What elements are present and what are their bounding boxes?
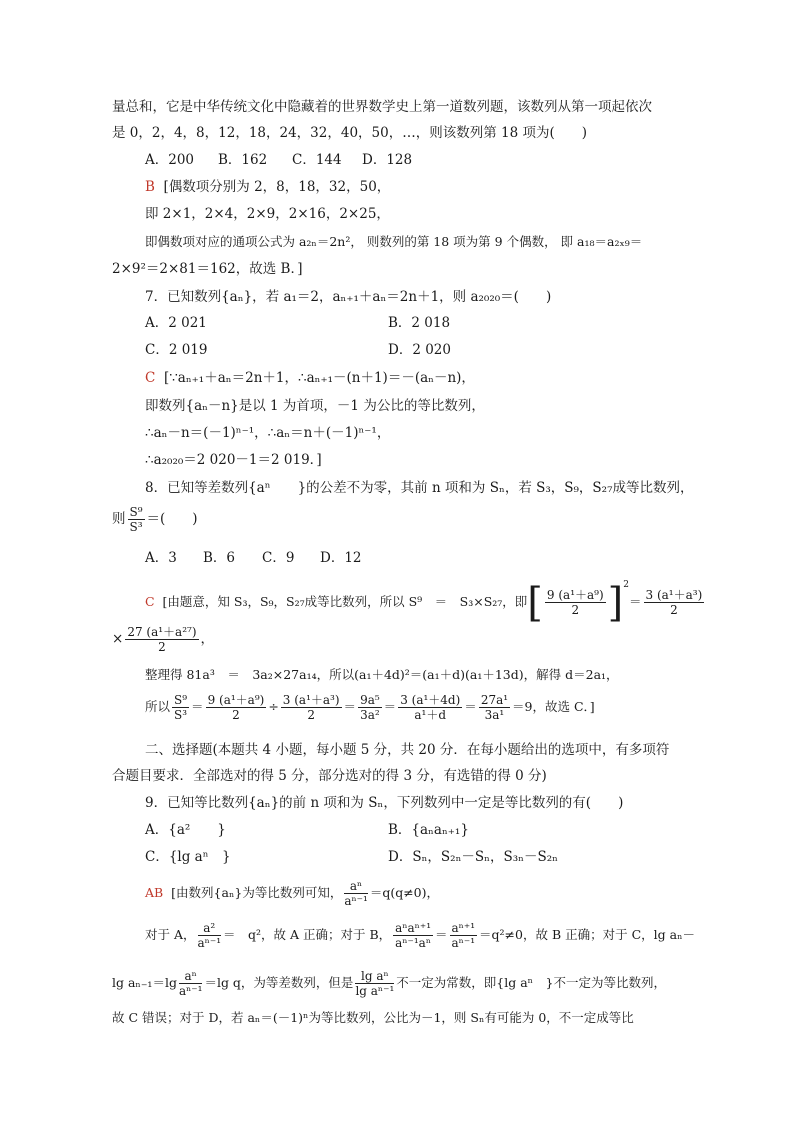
- q9-option-a: A．{a² }: [145, 822, 226, 838]
- intro-line-1: 量总和，它是中华传统文化中隐藏着的世界数学史上第一道数列题，该数列从第一项起依次: [112, 99, 652, 115]
- left-bracket: [: [527, 579, 543, 626]
- q8-sol4-frac-5: [398, 693, 462, 722]
- q8-sol4-f4-den: 3a²: [360, 708, 380, 722]
- q9-sol3-f1-den: aⁿ⁻¹: [178, 984, 203, 998]
- q8-solution-line-3: 整理得 81a³ ＝ 3a₂×27a₁₄，所以(a₁＋4d)²＝(a₁＋d)(a₁＋13d)，解得 d＝2a₁，: [145, 667, 619, 682]
- q8-sol2-post: ，: [200, 631, 215, 647]
- q8-sol1-square: 2: [623, 580, 629, 590]
- q9-sol2-c: ＝q²≠0，故 B 正确；对于 C，lg aₙ－: [479, 927, 695, 942]
- right-bracket: ]: [607, 579, 624, 626]
- q8-solution-line-1: [145, 578, 706, 626]
- q8-sol4-f2-den: 2: [232, 708, 240, 722]
- q8-sol4-frac-4: [358, 693, 382, 722]
- q8-sol4-pre: 所以: [145, 699, 171, 714]
- q9-sol2-frac-3: [450, 921, 478, 950]
- q9-stem: 9．已知等比数列{aₙ}的前 n 项和为 Sₙ，下列数列中一定是等比数列的有( ): [145, 795, 624, 811]
- q8-sol1-frac-1: [545, 588, 606, 617]
- q9-sol2-f3-num: aⁿ⁺¹: [451, 921, 476, 935]
- q8-sol4-frac-6: [479, 693, 510, 722]
- q7-sol-1: [∵aₙ₊₁＋aₙ＝2n＋1，∴aₙ₊₁－(n＋1)＝－(aₙ－n)，: [163, 370, 475, 386]
- q9-sol3-f1-num: aⁿ: [179, 969, 203, 984]
- q6-answer: B: [145, 179, 155, 195]
- q8-stem-frac-den: S³: [129, 520, 143, 534]
- q9-option-c: C．{lg aⁿ }: [145, 849, 231, 865]
- q8-option-c: C．9: [262, 550, 295, 566]
- q8-sol1-eq: ＝: [629, 594, 642, 610]
- q8-sol2-f-num: 27 (a¹＋a²⁷): [127, 625, 197, 639]
- q8-sol4-f1-den: S³: [174, 708, 188, 722]
- q9-sol1-f-den: aⁿ⁻¹: [344, 894, 368, 908]
- q8-sol2-f-den: 2: [158, 640, 166, 654]
- q8-stem-2-post: ＝( ): [146, 511, 198, 527]
- q9-sol1-f-num: aⁿ: [344, 879, 368, 894]
- q9-solution-line-4: 故 C 错误；对于 D，若 aₙ＝(－1)ⁿ为等比数列，公比为－1，则 Sₙ有可能为 0，不一定成等比: [112, 1010, 634, 1025]
- section2-line-2: 合题目要求．全部选对的得 5 分，部分选对的得 3 分，有选错的得 0 分): [112, 768, 547, 784]
- q8-sol1-f1-num: 9 (a¹＋a⁹): [546, 588, 604, 603]
- q7-option-d: D．2 020: [388, 342, 451, 358]
- q9-sol3-a: lg aₙ₋₁＝lg: [112, 975, 177, 990]
- q8-sol2-frac: [125, 625, 198, 654]
- q7-solution-line-4: ∴a₂₀₂₀＝2 020－1＝2 019．]: [145, 452, 322, 468]
- q6-solution-line-4: 2×9²＝2×81＝162，故选 B．]: [112, 261, 303, 277]
- q8-option-d: D．12: [320, 550, 362, 566]
- q9-sol2-f2-num: aⁿaⁿ⁺¹: [395, 921, 432, 935]
- q8-sol1-f2-num: 3 (a¹＋a³): [645, 588, 703, 603]
- q8-stem-2: [112, 504, 198, 534]
- q8-sol4-frac-1: [172, 693, 189, 722]
- q9-sol2-frac-1: [198, 921, 222, 950]
- q7-stem: 7．已知数列{aₙ}，若 a₁＝2，aₙ₊₁＋aₙ＝2n＋1，则 a₂₀₂₀＝( ): [145, 289, 552, 305]
- q9-solution-line-1: [145, 876, 439, 910]
- q9-sol3-frac-1: [179, 969, 203, 998]
- q9-sol1-pre: [由数列{aₙ}为等比数列可知，: [171, 885, 343, 900]
- q9-solution-line-3: [112, 966, 666, 1000]
- q6-option-c: C．144: [292, 152, 342, 168]
- q6-solution-line-2: 即 2×1，2×4，2×9，2×16，2×25，: [145, 206, 390, 222]
- q9-sol2-f1-den: aⁿ⁻¹: [197, 936, 222, 950]
- q8-sol4-f5-den: a¹＋d: [414, 708, 447, 722]
- q8-sol4-f4-num: 9a⁵: [360, 693, 380, 707]
- q7-answer: C: [145, 370, 156, 386]
- q8-sol4-f6-num: 27a¹: [480, 693, 509, 707]
- q8-stem: 8．已知等差数列{aⁿ }的公差不为零，其前 n 项和为 Sₙ，若 S₃，S₉，S₂₇成等比数列，: [145, 480, 694, 496]
- q7-option-c: C．2 019: [145, 342, 208, 358]
- q9-sol3-f2-num: lg aⁿ: [355, 969, 394, 984]
- q9-sol2-f3-den: aⁿ⁻¹: [451, 936, 476, 950]
- q8-option-a: A．3: [145, 550, 177, 566]
- q9-sol2-frac-2: [393, 921, 433, 950]
- q8-sol-1: [由题意，知 S₃，S₉，S₂₇成等比数列，所以 S⁹ ＝ S₃×S₂₇，即: [162, 594, 528, 610]
- q8-stem-fraction: [128, 505, 145, 534]
- intro-line-2: 是 0，2，4，8，12，18，24，32，40，50，…，则该数列第 18 项为( ): [112, 125, 588, 141]
- q8-sol2-pre: ×: [112, 631, 124, 647]
- q8-option-b: B．6: [203, 550, 236, 566]
- q8-sol4-frac-2: [206, 693, 267, 722]
- q8-sol4-f1-num: S⁹: [174, 693, 188, 707]
- q9-sol3-b: ＝lg q，为等差数列，但是: [204, 975, 354, 990]
- q9-sol1-post: ＝q(q≠0)，: [369, 885, 440, 900]
- q9-sol2-eq: ＝: [435, 927, 448, 942]
- q9-sol2-f2-den: aⁿ⁻¹aⁿ: [395, 936, 432, 950]
- q8-sol4-f2-num: 9 (a¹＋a⁹): [207, 693, 265, 707]
- q8-stem-2-pre: 则: [112, 511, 126, 527]
- q9-solution-line-2: [145, 918, 695, 952]
- q9-sol2-f1-num: a²: [198, 921, 222, 936]
- q8-sol4-post: ＝9，故选 C．]: [512, 699, 595, 714]
- q8-sol4-f3-num: 3 (a¹＋a³): [282, 693, 340, 707]
- q8-sol1-f2-den: 2: [670, 603, 678, 618]
- q6-solution-line-1: [145, 176, 390, 198]
- section2-line-1: 二、选择题(本题共 4 小题，每小题 5 分，共 20 分．在每小题给出的选项中，有多项符: [145, 742, 670, 758]
- q8-answer: C: [145, 594, 155, 610]
- q9-sol2-b: ＝ q²，故 A 正确；对于 B，: [223, 927, 392, 942]
- q9-sol1-frac: [344, 879, 368, 908]
- q8-sol1-frac-2: [644, 588, 705, 617]
- q8-stem-frac-num: S⁹: [129, 505, 143, 519]
- q9-option-d: D．Sₙ，S₂ₙ－Sₙ，S₃ₙ－S₂ₙ: [388, 849, 559, 865]
- q7-option-a: A．2 021: [145, 315, 207, 331]
- q8-solution-line-2: [112, 622, 214, 656]
- q8-sol1-f1-den: 2: [571, 603, 580, 618]
- q7-solution-line-1: [145, 367, 475, 389]
- q8-sol4-f6-den: 3a¹: [484, 708, 505, 722]
- q6-option-d: D．128: [362, 152, 413, 168]
- q8-solution-line-4: 所以 $\frac{\text{S⁹}}{\text{S³}}$ ＝ $\frac{\text{9 (a¹＋a⁹)}}{2}$ ÷ $\frac{\text{3 (a¹＋a³)}}{2}$ ＝ $\frac{\text{9a⁵}}{\text{3a²}}$ ＝ $\frac{\text{3 (a¹＋4d)}}{\text{a¹＋d}}$ ＝ $\frac{\text{27a¹}}{\text{3a¹}}$ ＝9，故选 C．]: [145, 693, 595, 722]
- q8-sol4-div: ÷: [268, 699, 279, 714]
- q9-sol3-c: 不一定为常数，即{lg aⁿ }不一定为等比数列，: [396, 975, 667, 990]
- q9-option-b: B．{aₙaₙ₊₁}: [388, 822, 469, 838]
- q8-sol4-f5-num: 3 (a¹＋4d): [400, 693, 461, 707]
- q6-solution-line-3: 即偶数项对应的通项公式为 a₂ₙ＝2n²， 则数列的第 18 项为第 9 个偶数， 即 a₁₈＝a₂ₓ₉＝: [145, 234, 643, 249]
- q9-answer: AB: [145, 885, 164, 900]
- q6-option-b: B．162: [218, 152, 268, 168]
- q7-solution-line-3: ∴aₙ－n＝(－1)ⁿ⁻¹，∴aₙ＝n＋(－1)ⁿ⁻¹，: [145, 425, 391, 441]
- q6-sol-1: [偶数项分别为 2，8，18，32，50，: [163, 179, 391, 195]
- q7-solution-line-2: 即数列{aₙ－n}是以 1 为首项，－1 为公比的等比数列，: [145, 398, 485, 414]
- q9-sol2-a: 对于 A，: [145, 927, 196, 942]
- q6-option-a: A．200: [145, 152, 195, 168]
- q7-option-b: B．2 018: [388, 315, 451, 331]
- q8-sol4-f3-den: 2: [307, 708, 315, 722]
- q8-sol4-frac-3: [281, 693, 342, 722]
- q9-sol3-frac-2: [355, 969, 394, 998]
- q9-sol3-f2-den: lg aⁿ⁻¹: [355, 984, 395, 998]
